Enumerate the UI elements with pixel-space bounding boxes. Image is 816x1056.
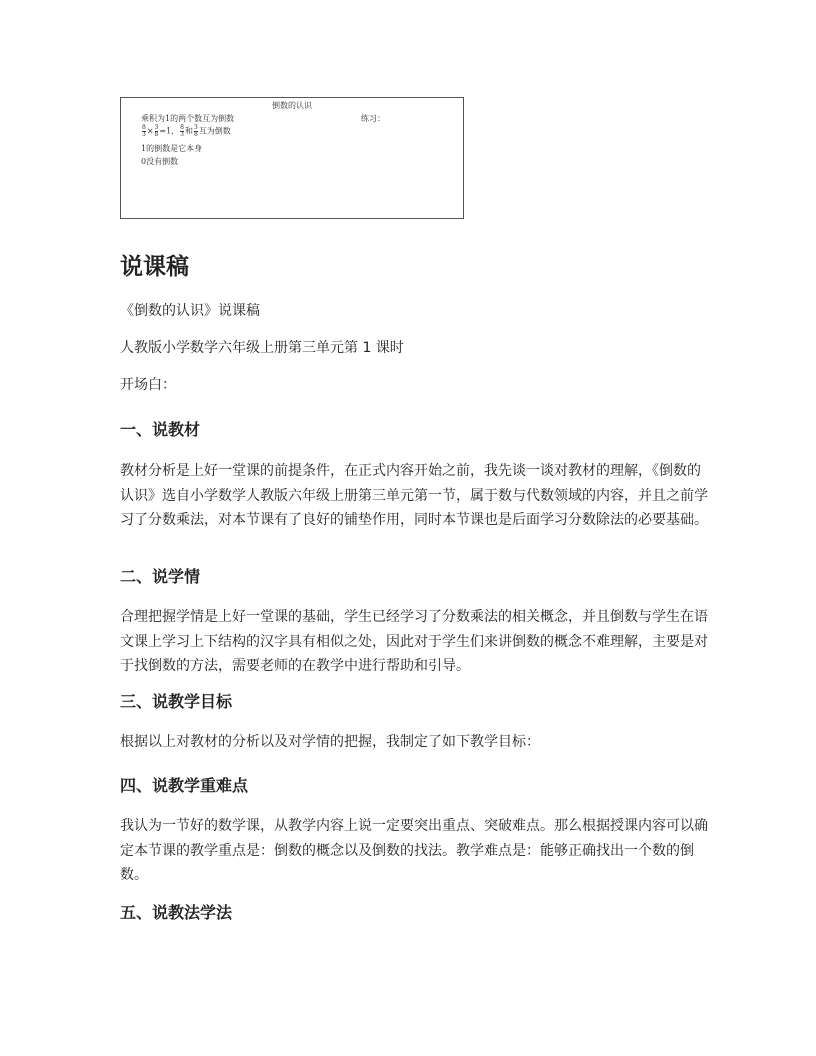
section-heading-key-points: 四、说教学重难点: [120, 776, 249, 795]
board-line-zero: 0没有倒数: [141, 157, 179, 166]
fraction: $\frac{3}{8}$: [193, 124, 198, 138]
board-title: 倒数的认识: [272, 101, 312, 110]
fraction: $\frac{3}{8}$: [154, 124, 159, 138]
and-text: 和: [184, 126, 193, 136]
lesson-subtitle: 《倒数的认识》说课稿: [120, 303, 260, 319]
fraction: $\frac{8}{3}$: [180, 124, 184, 138]
section-paragraph-students: 合理把握学情是上好一堂课的基础，学生已经学习了分数乘法的相关概念，并且倒数与学生在语文课上学习上下结构的汉字具有相似之处，因此对于学生们来讲倒数的概念不难理解，主要是对于找倒数的方法，需要老师的在教学中进行帮助和引导。: [120, 609, 708, 674]
document-title: 说课稿: [120, 254, 189, 280]
reciprocal-text: 互为倒数: [198, 126, 231, 136]
section-paragraph-key-points: 我认为一节好的数学课，从教学内容上说一定要突出重点、突破难点。那么根据授课内容可以确定本节课的教学重点是：倒数的概念以及倒数的找法。教学难点是：能够正确找出一个数的倒数。: [120, 818, 708, 883]
board-definition-line: 乘积为1的两个数互为倒数: [141, 114, 235, 123]
opening-label: 开场白：: [120, 377, 176, 393]
section-paragraph-textbook: 教材分析是上好一堂课的前提条件，在正式内容开始之前，我先谈一谈对教材的理解，《倒数的认识》选自小学数学人教版六年级上册第三单元第一节，属于数与代数领域的内容，并且之前学习了分数乘法，对本节课有了良好的铺垫作用，同时本节课也是后面学习分数除法的必要基础。: [120, 463, 708, 528]
course-info: 人教版小学数学六年级上册第三单元第 1 课时: [120, 340, 404, 356]
times-sign: ×: [146, 126, 154, 136]
board-example-line: [141, 125, 231, 138]
section-heading-textbook: 一、说教材: [120, 420, 201, 439]
fraction: $\frac{8}{3}$: [142, 124, 146, 138]
board-practice-label: 练习：: [361, 114, 385, 123]
section-heading-methods: 五、说教法学法: [120, 903, 233, 922]
blackboard-design-figure: [120, 97, 464, 219]
section-heading-students: 二、说学情: [120, 567, 201, 586]
board-line-one-reciprocal: 1的倒数是它本身: [141, 144, 203, 153]
section-heading-objectives: 三、说教学目标: [120, 692, 233, 711]
equals-text: =1，: [159, 126, 180, 136]
section-paragraph-objectives: 根据以上对教材的分析以及对学情的把握，我制定了如下教学目标：: [120, 734, 540, 750]
